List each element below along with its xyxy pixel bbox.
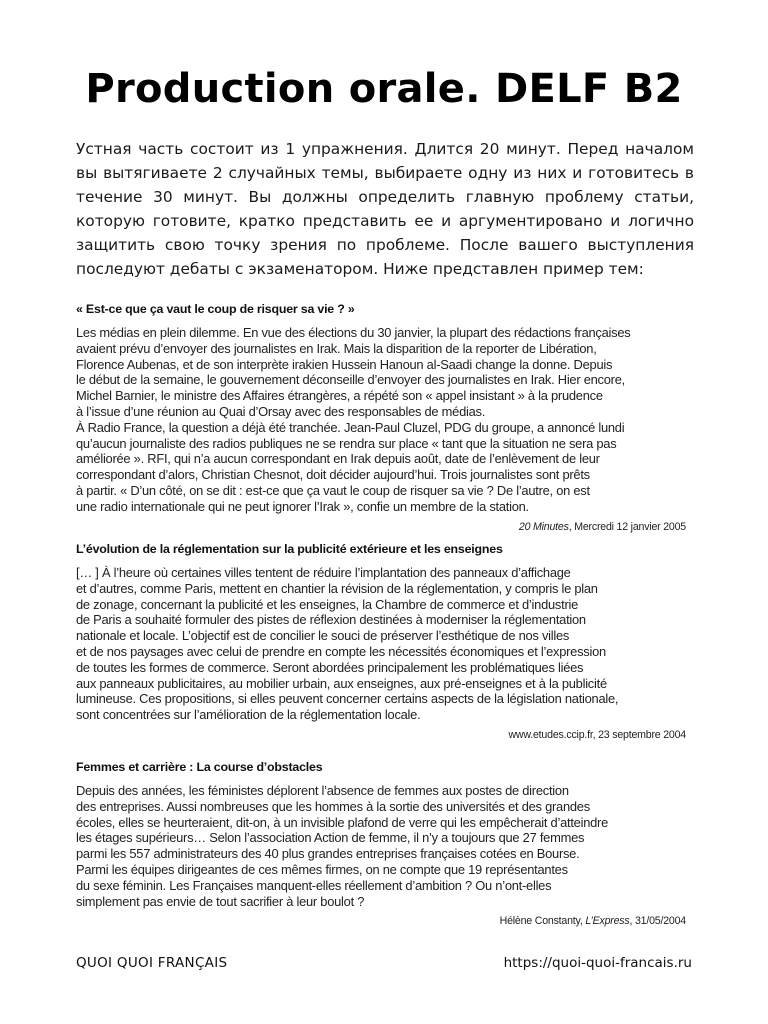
article-line: simplement pas envie de tout sacrifier à leur boulot ?: [76, 893, 365, 909]
article-line: de toutes les formes de commerce. Seront abordées principalement les problématiques liées: [76, 659, 584, 675]
article-1-body: [76, 325, 686, 515]
article-line: de zonage, concernant la publicité et les enseignes, la Chambre de commerce et d’industrie: [76, 596, 579, 612]
article-line: et d’autres, comme Paris, mettent en chantier la révision de la réglementation, y compris le plan: [76, 580, 598, 596]
article-2-source-text: www.etudes.ccip.fr, 23 septembre 2004: [508, 728, 686, 741]
article-line: de Paris a souhaité formuler des pistes de réflexion destinées à moderniser la réglementation: [76, 612, 586, 628]
article-line: une radio internationale qui ne peut ignorer l’Irak », confie un membre de la station.: [76, 498, 529, 514]
article-line: avaient prévu d’envoyer des journalistes en Irak. Mais la disparition de la reporter de Libération,: [76, 340, 597, 356]
article-line: à partir. « D’un côté, on se dit : est-ce que ça vaut le coup de risquer sa vie ? De l’autre, on est: [76, 482, 590, 498]
article-1-source-date: , Mercredi 12 janvier 2005: [568, 520, 686, 533]
article-line: Parmi les équipes dirigeantes de ces mêmes firmes, on ne compte que 19 représentantes: [76, 861, 568, 877]
article-line: sont concentrées sur l’amélioration de la réglementation locale.: [76, 707, 421, 723]
article-3-body: [76, 783, 686, 909]
article-1-source: [76, 521, 686, 533]
article-line: aux panneaux publicitaires, au mobilier urbain, aux enseignes, aux pré-enseignes et à la publicité: [76, 675, 607, 691]
article-line: Michel Barnier, le ministre des Affaires étrangères, a répété son « appel insistant » à la prudence: [76, 388, 603, 404]
article-line: Depuis des années, les féministes déplorent l’absence de femmes aux postes de direction: [76, 783, 569, 798]
article-line: Florence Aubenas, et de son interprète irakien Hussein Hanoun al-Saadi change la donne. Depuis: [76, 356, 613, 372]
footer-brand: QUOI QUOI FRANÇAIS: [76, 955, 228, 971]
intro-paragraph: Устная часть состоит из 1 упражнения. Длится 20 минут. Перед началом вы вытягиваете 2 случайных темы, выбираете одну из них и готовитесь в течение 30 минут. Вы должны определить главную проблему статьи, которую готовите, кратко представить ее и аргументировано и логично защитить свою точку зрения по проблеме. После вашего выступления последуют дебаты с экзаменатором. Ниже представлен пример тем:: [76, 140, 694, 278]
article-line: améliorée ». RFI, qui n’a aucun correspondant en Irak depuis août, date de l’enlèvement de leur: [76, 451, 600, 467]
article-line: Les médias en plein dilemme. En vue des élections du 30 janvier, la plupart des rédactions françaises: [76, 325, 631, 340]
article-line: à l’issue d’une réunion au Quai d’Orsay avec des responsables de médias.: [76, 403, 486, 419]
footer-url: https://quoi-quoi-francais.ru: [503, 955, 692, 971]
article-3-source-publication: L’Express: [585, 915, 630, 928]
article-line: qu’aucun journaliste des radios publiques ne se rendra sur place « tant que la situation ne sera pas: [76, 435, 617, 451]
article-line: [… ] À l’heure où certaines villes tentent de réduire l’implantation des panneaux d’affichage: [76, 565, 571, 580]
article-1-source-publication: 20 Minutes: [518, 520, 569, 533]
article-3-source-author: Hélène Constanty,: [499, 915, 586, 928]
article-3-heading: Femmes et carrière : La course d’obstacles: [76, 760, 323, 774]
article-line: et de nos paysages avec celui de prendre en compte les nécessités économiques et l’expression: [76, 643, 606, 659]
article-2: [76, 542, 686, 741]
article-line: lumineuse. Ces propositions, si elles peuvent concerner certains aspects de la législation nationale,: [76, 691, 619, 707]
article-1-heading: « Est-ce que ça vaut le coup de risquer sa vie ? »: [76, 302, 355, 316]
article-line: le début de la semaine, le gouvernement déconseille d’envoyer des journalistes en Irak. Hier encore,: [76, 372, 625, 388]
article-line: correspondant d’alors, Christian Chesnot, doit décider aujourd’hui. Trois journalistes sont prêts: [76, 467, 590, 483]
article-line: du sexe féminin. Les Françaises manquent-elles réellement d’ambition ? Ou n’ont-elles: [76, 877, 552, 893]
article-line: À Radio France, la question a déjà été tranchée. Jean-Paul Cluzel, PDG du groupe, a annoncé lundi: [76, 419, 625, 435]
article-line: écoles, elles se heurteraient, dit-on, à un invisible plafond de verre qui les empêcherait d’atteindre: [76, 814, 608, 830]
article-2-body: [76, 565, 686, 723]
page-title: Production orale. DELF B2: [85, 66, 683, 112]
article-3-source: [76, 915, 686, 927]
article-line: des entreprises. Aussi nombreuses que les hommes à la sortie des universités et des grandes: [76, 798, 590, 814]
article-2-source: [76, 729, 686, 741]
article-1: [76, 302, 686, 533]
article-2-heading: L’évolution de la réglementation sur la publicité extérieure et les enseignes: [76, 542, 503, 556]
article-3-source-date: , 31/05/2004: [629, 915, 686, 928]
article-3: [76, 760, 686, 927]
article-line: parmi les 557 administrateurs des 40 plus grandes entreprises françaises cotées en Bourse.: [76, 846, 580, 862]
article-line: nationale et locale. L’objectif est de concilier le souci de préserver l’esthétique de nos villes: [76, 628, 570, 644]
article-line: les étages supérieurs… Selon l’association Action de femme, il n’y a toujours que 27 femmes: [76, 830, 585, 846]
